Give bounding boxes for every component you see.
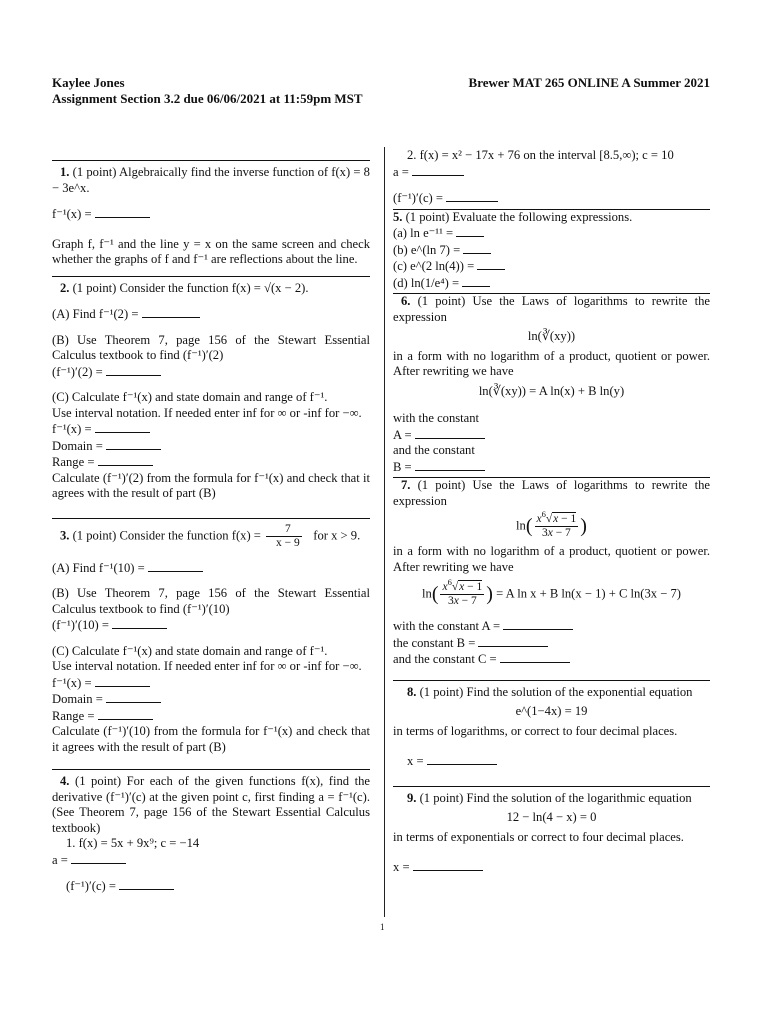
problem-1: 1. (1 point) Algebraically find the inverse function of f(x) = 8 − 3e^x. f⁻¹(x) = Graph f, f⁻¹ and the line y = x on the same screen and check whether the graphs of f and f⁻¹ are reflections about the line.	[52, 165, 370, 266]
problem-6: 6. (1 point) Use the Laws of logarithms to rewrite the expression ln(∛(xy)) in a form with no logarithm of a product, quotient or power. After rewriting we have ln(∛(xy)) = A ln(x) + B ln(y) with the constant A = and the constant B =	[393, 294, 710, 474]
p8-equation: e^(1−4x) = 19	[515, 704, 588, 718]
p9-equation: 12 − ln(4 − x) = 0	[506, 810, 597, 824]
p3-a-field[interactable]	[148, 560, 203, 572]
problem-9: 9. (1 point) Find the solution of the logarithmic equation 12 − ln(4 − x) = 0 in terms of exponentials or correct to four decimal places. x =	[393, 791, 710, 876]
p2-b-field[interactable]	[106, 364, 161, 376]
p3-fraction: $\frac{7}{x - 9}$	[266, 523, 302, 550]
p6-expression: ln(∛(xy))	[527, 329, 576, 343]
p5-b-field[interactable]	[463, 242, 491, 254]
p2-inverse-field[interactable]	[95, 421, 150, 433]
p4-1-a-field[interactable]	[71, 852, 126, 864]
p4-2-a-field[interactable]	[412, 164, 464, 176]
problem-5: 5. (1 point) Evaluate the following expressions. (a) ln e⁻¹¹ = (b) e^(ln 7) = (c) e^(2 ln(4)) = (d) ln(1/e⁴) =	[393, 209, 633, 290]
student-name: Kaylee Jones	[52, 75, 125, 90]
p7-expression: ln( $\frac{x^6√x - 1}{3x - 7}$ )	[516, 509, 587, 539]
p5-c-field[interactable]	[477, 258, 505, 270]
page-number: 1	[380, 922, 385, 932]
p7-result: ln( $\frac{x^6√x - 1}{3x - 7}$ ) = A ln x + B ln(x − 1) + C ln(3x − 7)	[422, 577, 681, 607]
p9-x-field[interactable]	[413, 859, 483, 871]
problem-2: 2. (1 point) Consider the function f(x) = √(x − 2). (A) Find f⁻¹(2) = (B) Use Theorem 7, page 156 of the Stewart Essential Calculus textbook to find (f⁻¹)′(2) (f⁻¹)′(2) = (C) Calculate f⁻¹(x) and state domain and range of f⁻¹. Use interval notation. If needed enter inf for ∞ or -inf for −∞. f⁻¹(x) = Domain = Range = Calculate (f⁻¹)′(2) from the formula for f⁻¹(x) and check that it agrees with the result of part (B)	[52, 280, 370, 500]
p5-a-field[interactable]	[456, 225, 484, 237]
p7-c-field[interactable]	[500, 651, 570, 663]
course-title: Brewer MAT 265 ONLINE A Summer 2021	[468, 75, 710, 90]
p6-result: ln(∛(xy)) = A ln(x) + B ln(y)	[478, 383, 625, 398]
problem-1-text: (1 point) Algebraically find the inverse function of f(x) = 8 − 3e^x.	[52, 165, 370, 195]
p4-part-1: 1. f(x) = 5x + 9x⁹; c = −14	[66, 836, 200, 850]
p6-a-field[interactable]	[415, 427, 485, 439]
p3-range-field[interactable]	[98, 708, 153, 720]
p2-a-field[interactable]	[142, 306, 200, 318]
p3-inverse-field[interactable]	[95, 675, 150, 687]
problem-8: 8. (1 point) Find the solution of the exponential equation e^(1−4x) = 19 in terms of logarithms, or correct to four decimal places. x =	[393, 685, 710, 770]
problem-7: 7. (1 point) Use the Laws of logarithms to rewrite the expression ln( $\frac{x^6√x - 1}{3x - 7}$ ) in a form with no logarithm of a product, quotient or power. After rewriting we have ln( $\frac{x^6√x - 1}{3x - 7}$ ) = A ln x + B ln(x − 1) + C ln(3x − 7) with the constant A = the constant B = and the constant C =	[393, 478, 710, 666]
problem-1-note: Graph f, f⁻¹ and the line y = x on the same screen and check whether the graphs of f and f⁻¹ are reflections about the line.	[52, 236, 370, 266]
right-column: 2. f(x) = x² − 17x + 76 on the interval [8.5,∞); c = 10 a = (f⁻¹)′(c) = 5. (1 point) Evaluate the following expressions. (a) ln e⁻¹¹ = (b) e^(ln 7) = (c) e^(2 ln(4)) = (d) ln(1/e⁴) = 6. (1 point) Use the Laws of logarithms to rewrite the expression ln(∛(xy)) in a form with no logarithm of a product, quotient or power. After rewriting we have ln(∛(xy)) = A ln(x) + B ln(y) with the constant A = and the constant B = 7. (1 point) Use the Laws of logarithms to rewrite the expression ln( $\frac{x^6√x - 1}{3x - 7}$ ) in a form with no logarithm of a product, quotient or power. After rewriting we have ln( $\frac{x^6√x - 1}{3x - 7}$ ) = A ln x + B ln(x − 1) + C ln(3x − 7) with the constant A = the constant B = and the constant C = 8. (1 point) Find the solution of the exponential equation e^(1−4x) = 19 in terms of logarithms, or correct to four decimal places. x = 9. (1 point) Find the solution of the logarithmic equation 12 − ln(4 − x) = 0 in terms of exponentials or correct to four decimal places. x =	[393, 148, 710, 874]
p6-b-field[interactable]	[415, 459, 485, 471]
p4-2-deriv-field[interactable]	[446, 190, 498, 202]
p7-b-field[interactable]	[478, 635, 548, 647]
left-column	[52, 148, 370, 895]
p8-x-field[interactable]	[427, 753, 497, 765]
p2-domain-field[interactable]	[106, 438, 161, 450]
header-left	[52, 75, 363, 107]
p4-1-deriv-field[interactable]	[119, 878, 174, 890]
p5-d-field[interactable]	[462, 275, 490, 287]
problem-4: 4. (1 point) For each of the given functions f(x), find the derivative (f⁻¹)′(c) at the given point c, first finding a = f⁻¹(c). (See Theorem 7, page 156 of the Stewart Essential Calculus textbook) 1. f(x) = 5x + 9x⁹; c = −14 a = (f⁻¹)′(c) =	[52, 774, 370, 893]
p4-part-2: 2. f(x) = x² − 17x + 76 on the interval [8.5,∞); c = 10	[407, 148, 674, 162]
column-divider	[384, 147, 385, 917]
p7-a-field[interactable]	[503, 618, 573, 630]
assignment-title: Assignment Section 3.2 due 06/06/2021 at 11:59pm MST	[52, 91, 363, 106]
p2-range-field[interactable]	[98, 454, 153, 466]
p3-domain-field[interactable]	[106, 691, 161, 703]
p1-answer-field[interactable]	[95, 206, 150, 218]
p3-b-field[interactable]	[112, 617, 167, 629]
problem-3: 3. (1 point) Consider the function f(x) = $\frac{7}{x - 9}$ for x > 9. (A) Find f⁻¹(10) = (B) Use Theorem 7, page 156 of the Stewart Essential Calculus textbook to find (f⁻¹)′(10) (f⁻¹)′(10) = (C) Calculate f⁻¹(x) and state domain and range of f⁻¹. Use interval notation. If needed enter inf for ∞ or -inf for −∞. f⁻¹(x) = Domain = Range = Calculate (f⁻¹)′(10) from the formula for f⁻¹(x) and check that it agrees with the result of part (B)	[52, 522, 370, 754]
